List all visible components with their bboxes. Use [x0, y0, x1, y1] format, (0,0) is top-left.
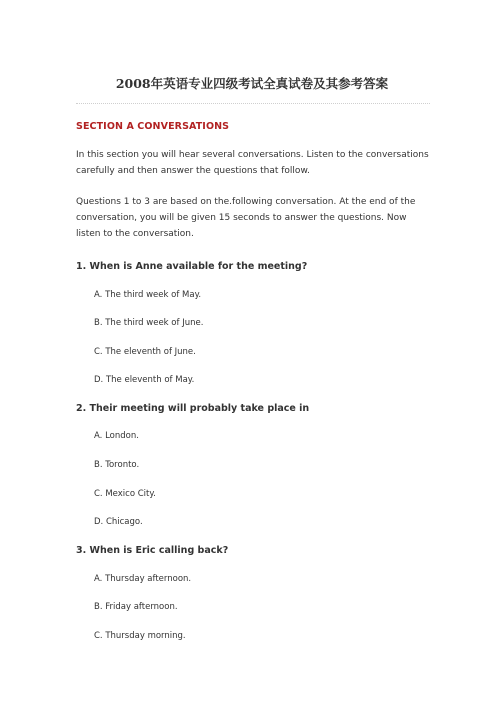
section-heading: SECTION A CONVERSATIONS — [76, 121, 230, 132]
q2-option-b: B. Toronto. — [94, 460, 140, 470]
q1-option-a: A. The third week of May. — [94, 290, 202, 300]
q2-option-c: C. Mexico City. — [94, 489, 156, 499]
title-divider — [76, 103, 430, 104]
question-2: 2. Their meeting will probably take place in — [76, 403, 310, 414]
instructions-paragraph: Questions 1 to 3 are based on the.following conversation. At the end of the conversation, you will be given 15 seconds to answer the questions. Now listen to the conversation. — [76, 197, 416, 239]
q1-option-c: C. The eleventh of June. — [94, 347, 196, 357]
q3-option-b: B. Friday afternoon. — [94, 602, 178, 612]
q1-option-d: D. The eleventh of May. — [94, 375, 195, 385]
q3-option-c: C. Thursday morning. — [94, 631, 186, 641]
document-title: 2008年英语专业四级考试全真试卷及其参考答案 — [115, 76, 389, 91]
q2-option-d: D. Chicago. — [94, 517, 143, 527]
question-3: 3. When is Eric calling back? — [76, 545, 229, 556]
intro-paragraph: In this section you will hear several conversations. Listen to the conversations carefully and then answer the questions that follow. — [76, 150, 429, 176]
question-1: 1. When is Anne available for the meeting? — [76, 261, 308, 272]
q2-option-a: A. London. — [94, 431, 139, 441]
q3-option-a: A. Thursday afternoon. — [94, 574, 192, 584]
q1-option-b: B. The third week of June. — [94, 318, 204, 328]
